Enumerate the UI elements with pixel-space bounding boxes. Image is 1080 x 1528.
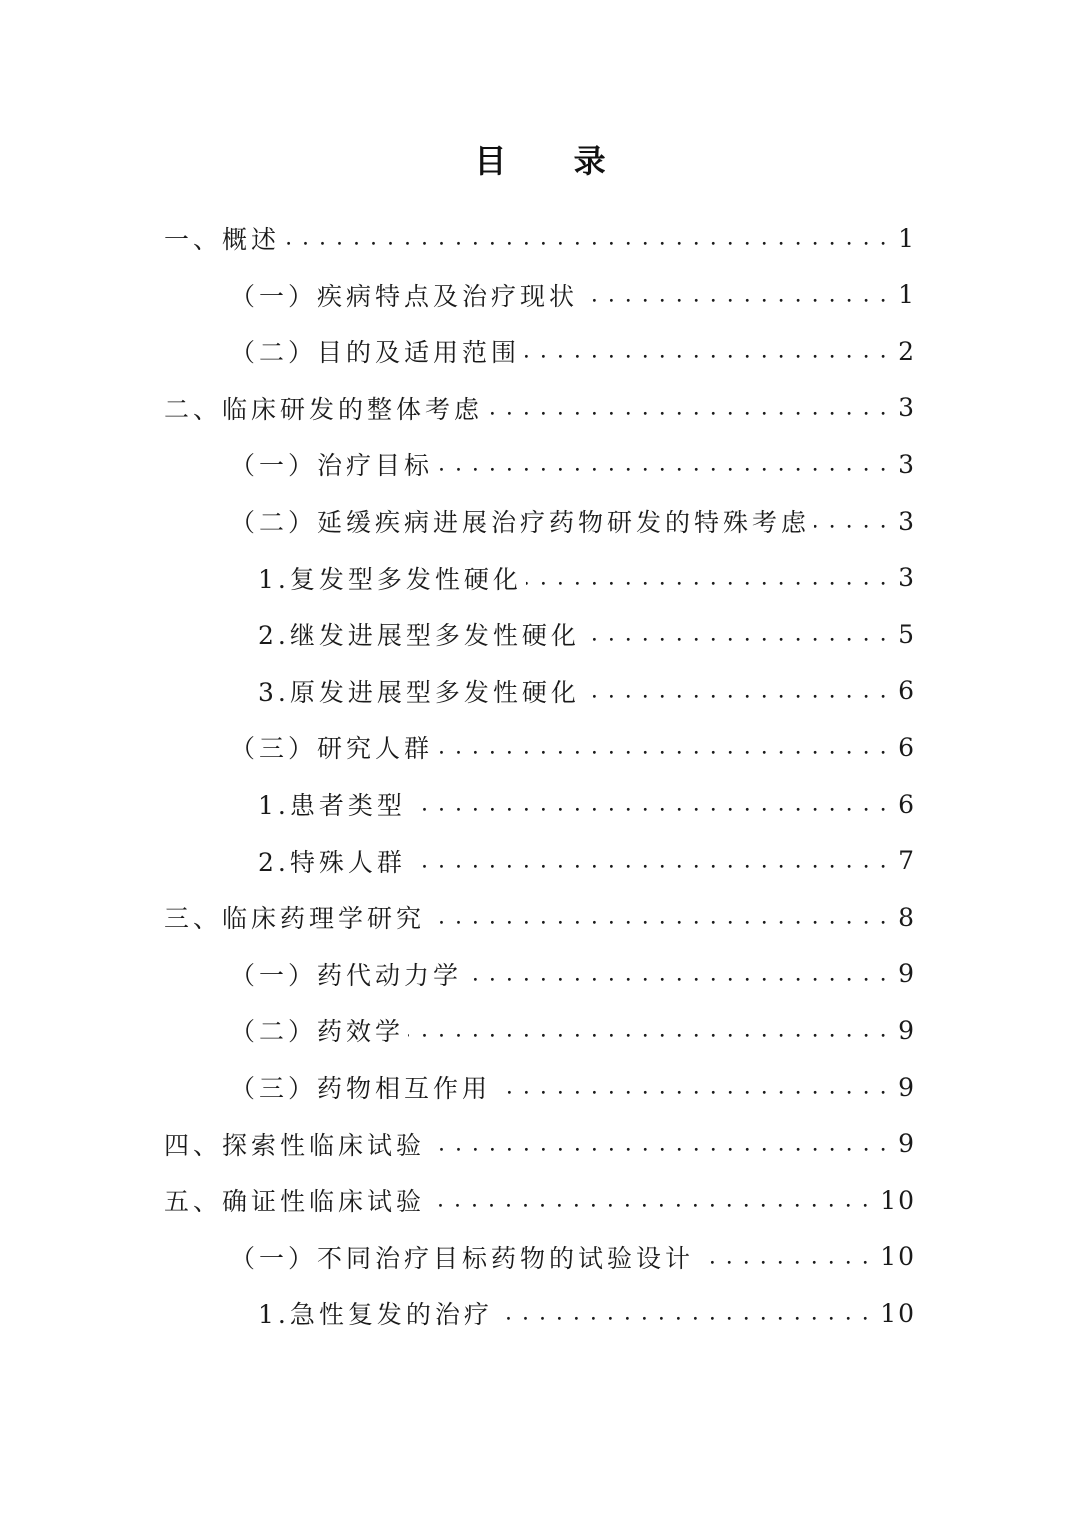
- toc-page-number: 9: [898, 1129, 916, 1159]
- toc-entry[interactable]: [230, 436, 916, 492]
- toc-entry[interactable]: [258, 606, 916, 662]
- toc-dot-leader: [584, 663, 888, 719]
- toc-entry[interactable]: [164, 380, 916, 436]
- toc-page-number: 7: [898, 846, 916, 876]
- toc-entry[interactable]: [258, 663, 916, 719]
- toc-entry[interactable]: [164, 1116, 916, 1172]
- toc-dot-leader: [429, 889, 888, 945]
- toc-entry[interactable]: [164, 1172, 916, 1228]
- toc-entry[interactable]: [258, 1285, 916, 1341]
- toc-page-number: 10: [880, 1242, 916, 1272]
- toc-page-number: 9: [898, 959, 916, 989]
- toc-entry-label: （二）目的及适用范围: [230, 338, 521, 368]
- toc-dot-leader: [410, 833, 888, 889]
- toc-dot-leader: [814, 493, 888, 549]
- toc-entry[interactable]: [230, 323, 916, 379]
- toc-page-number: 6: [898, 732, 916, 762]
- toc-entry-label: 2.特殊人群: [258, 847, 406, 877]
- toc-entry[interactable]: [230, 1229, 916, 1285]
- toc-dot-leader: [526, 550, 888, 606]
- toc-dot-leader: [437, 719, 888, 775]
- toc-dot-leader: [497, 1285, 870, 1341]
- toc-entry-label: 1.复发型多发性硬化: [258, 564, 522, 594]
- toc-dot-leader: [408, 1002, 888, 1058]
- toc-entry[interactable]: [164, 889, 916, 945]
- toc-dot-leader: [410, 776, 888, 832]
- toc-entry-label: （一）不同治疗目标药物的试验设计: [230, 1243, 695, 1273]
- toc-entry-label: 五、确证性临床试验: [164, 1187, 426, 1217]
- toc-entry[interactable]: [230, 946, 916, 1002]
- toc-entry-label: （二）延缓疾病进展治疗药物研发的特殊考虑: [230, 508, 811, 537]
- toc-entry-label: （一）药代动力学: [230, 960, 463, 990]
- toc-page-number: 3: [898, 393, 916, 423]
- toc-entry-label: 一、概述: [164, 225, 281, 254]
- toc-page-number: 2: [898, 336, 916, 366]
- toc-dot-leader: [437, 436, 888, 492]
- toc-entry-label: （一）疾病特点及治疗现状: [230, 281, 579, 311]
- toc-page-number: 10: [880, 1298, 916, 1328]
- toc-page-number: 6: [898, 789, 916, 819]
- toc-page-number: 1: [898, 223, 916, 253]
- toc-entry-label: 1.急性复发的治疗: [258, 1300, 493, 1330]
- toc-entry-label: （二）药效学: [230, 1017, 405, 1047]
- toc-entry[interactable]: [230, 1002, 916, 1058]
- toc-page-number: 6: [898, 676, 916, 706]
- toc-entry-label: 三、临床药理学研究: [164, 904, 426, 934]
- toc-dot-leader: [524, 323, 888, 379]
- toc-dot-leader: [582, 267, 888, 323]
- toc-entry[interactable]: [230, 719, 916, 775]
- toc-page-number: 1: [898, 280, 916, 310]
- toc-dot-leader: [698, 1229, 870, 1285]
- toc-dot-leader: [584, 606, 888, 662]
- toc-entry[interactable]: [258, 550, 916, 606]
- toc-entry-label: 2.继发进展型多发性硬化: [258, 621, 580, 651]
- toc-title: 目 录: [474, 142, 634, 180]
- toc-page-number: 3: [898, 449, 916, 479]
- toc-entry[interactable]: [258, 776, 916, 832]
- toc-dot-leader: [429, 1116, 888, 1172]
- toc-dot-leader: [466, 946, 888, 1002]
- toc-entry-label: 二、临床研发的整体考虑: [164, 394, 484, 424]
- toc-page-number: 9: [898, 1072, 916, 1102]
- toc-entry-label: （三）药物相互作用: [230, 1074, 492, 1103]
- toc-entry[interactable]: [230, 1059, 916, 1115]
- toc-page-number: 5: [898, 619, 916, 649]
- toc-dot-leader: [429, 1172, 870, 1228]
- toc-entry-label: 四、探索性临床试验: [164, 1130, 426, 1160]
- toc-entry-label: 1.患者类型: [258, 791, 406, 820]
- toc-dot-leader: [487, 380, 888, 436]
- toc-page-number: 9: [898, 1015, 916, 1045]
- toc-dot-leader: [495, 1059, 888, 1115]
- toc-entry-label: （一）治疗目标: [230, 451, 434, 481]
- toc-entry-label: 3.原发进展型多发性硬化: [258, 677, 580, 707]
- toc-entry[interactable]: [230, 267, 916, 323]
- toc-entry-label: （三）研究人群: [230, 734, 434, 764]
- toc-entry[interactable]: [258, 833, 916, 889]
- toc-entry[interactable]: [164, 210, 916, 266]
- toc-entry[interactable]: [230, 493, 916, 549]
- toc-dot-leader: [284, 210, 888, 266]
- toc-page-number: 3: [898, 506, 916, 536]
- toc-page-number: 3: [898, 563, 916, 593]
- toc-page-number: 8: [898, 902, 916, 932]
- toc-page-number: 10: [880, 1185, 916, 1215]
